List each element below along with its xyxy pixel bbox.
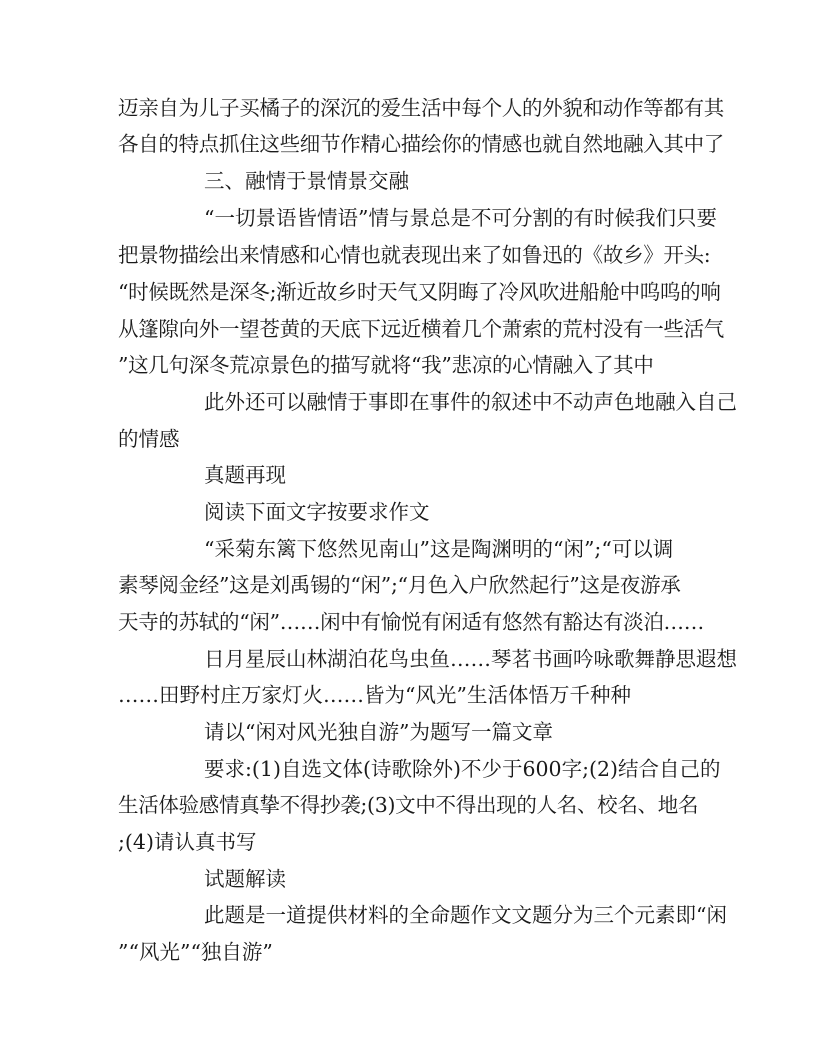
text-line-18: 请以“闲对风光独自游”为题写一篇文章 [204,720,553,744]
text-line-2: 各自的特点抓住这些细节作精心描绘你的情感也就自然地融入其中了 [118,132,724,156]
text-line-10: 的情感 [118,427,180,451]
text-line-16: 日月星辰山林湖泊花鸟虫鱼……琴茗书画吟咏歌舞静思遐想 [204,647,737,671]
text-line-20: 生活体验感情真挚不得抄袭;(3)文中不得出现的人名、校名、地名 [118,793,699,817]
text-line-15: 天寺的苏轼的“闲”……闲中有愉悦有闲适有悠然有豁达有淡泊…… [118,610,704,634]
text-line-7: 从篷隙向外一望苍黄的天底下远近横着几个萧索的荒村没有一些活气 [118,317,724,341]
text-line-24: ”“风光”“独自游” [118,940,273,964]
text-line-1: 迈亲自为儿子买橘子的深沉的爱生活中每个人的外貌和动作等都有其 [118,96,724,120]
text-line-17: ……田野村庄万家灯火……皆为“风光”生活体悟万千种种 [118,683,631,707]
text-line-5: 把景物描绘出来情感和心情也就表现出来了如鲁迅的《故乡》开头: [118,243,711,267]
text-line-8: ”这几句深冬荒凉景色的描写就将“我”悲凉的心情融入了其中 [118,353,654,377]
text-line-23: 此题是一道提供材料的全命题作文文题分为三个元素即“闲 [204,903,727,927]
text-line-14: 素琴阅金经”这是刘禹锡的“闲”;“月色入户欣然起行”这是夜游承 [118,573,681,597]
text-line-4: “一切景语皆情语”情与景总是不可分割的有时候我们只要 [204,206,717,230]
text-line-9: 此外还可以融情于事即在事件的叙述中不动声色地融入自己 [204,390,737,414]
text-line-21: ;(4)请认真书写 [118,830,257,854]
text-line-19: 要求:(1)自选文体(诗歌除外)不少于600字;(2)结合自己的 [204,757,721,781]
text-line-6: “时候既然是深冬;渐近故乡时天气又阴晦了冷风吹进船舱中呜呜的响 [118,280,721,304]
text-line-13: “采菊东篱下悠然见南山”这是陶渊明的“闲”;“可以调 [204,537,674,561]
section-heading-3: 三、融情于景情景交融 [204,169,409,193]
text-line-12: 阅读下面文字按要求作文 [204,500,430,524]
section-heading-zhenti: 真题再现 [204,463,286,487]
section-heading-jiedu: 试题解读 [204,867,286,891]
